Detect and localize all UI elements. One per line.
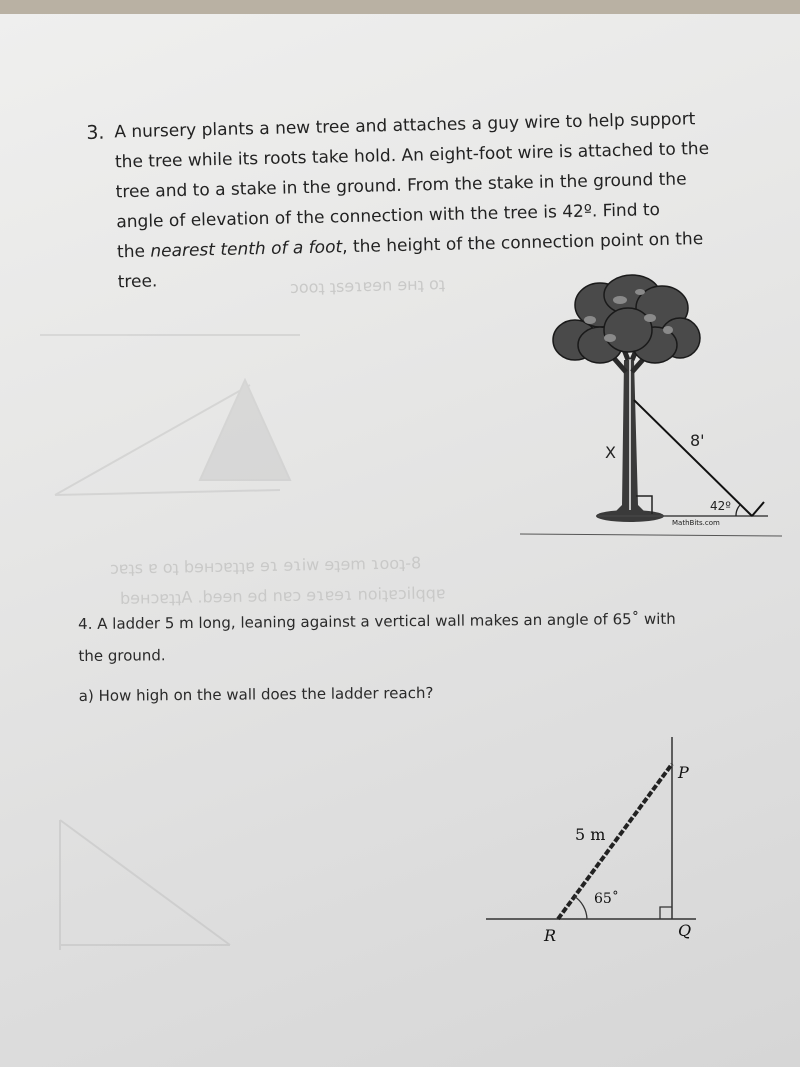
problem-3-line: A nursery plants a new tree and attaches a guy wire to help support — [114, 109, 696, 143]
problem-3-line: angle of elevation of the connection with the tree is 42º. Find to — [116, 200, 661, 233]
angle-arc-42 — [736, 505, 740, 516]
label-x: X — [605, 443, 616, 462]
problem-4-line: the ground. — [78, 646, 166, 665]
problem-4-part-a: a) How high on the wall does the ladder reach? — [78, 683, 434, 705]
bleed-through-text: ɔɐʇs ɐ oʇ bɘʜɔɐʇʇɐ ɘɿ ɘɿiw ɘʇɘm ɿooʇ-8 — [109, 553, 422, 578]
section-divider — [520, 534, 782, 536]
tree-diagram — [553, 275, 768, 527]
label-wire-length: 8' — [690, 431, 705, 450]
problem-3-line: tree and to a stake in the ground. From the stake in the ground the — [115, 169, 687, 203]
emphasized-text: nearest tenth of a foot — [150, 237, 343, 262]
problem-3 — [86, 103, 730, 297]
bleed-through-text: bɘʜɔɐʇʇA .bɘɘn ɘd nɐɔ ɘɿɐɘɿ noiʇɐɔilqqɐ — [119, 583, 446, 608]
text-fragment: , the height of the connection point on the — [341, 229, 704, 258]
stake — [752, 502, 764, 516]
label-ladder-length: 5 m — [575, 825, 606, 844]
label-angle-65: 65˚ — [594, 891, 619, 907]
vertex-r: R — [544, 926, 557, 945]
problem-4 — [78, 602, 779, 712]
problem-3-number: 3. — [86, 121, 105, 144]
label-angle-42: 42º — [710, 499, 731, 513]
label-watermark: MathBits.com — [672, 519, 720, 527]
problem-4-line: 4. A ladder 5 m long, leaning against a vertical wall makes an angle of 65˚ with — [78, 609, 676, 633]
text-fragment: the — [116, 241, 151, 263]
tree-canopy — [553, 275, 700, 363]
vertex-q: Q — [678, 921, 692, 940]
problem-3-line: tree. — [117, 271, 158, 293]
problem-3-line: the tree while its roots take hold. An eight-foot wire is attached to the — [114, 138, 710, 173]
vertex-p: P — [678, 763, 689, 782]
angle-arc-65 — [574, 896, 587, 919]
right-angle-mark — [660, 907, 672, 919]
bleed-through-text: ɔooʇ ʇsɘɿɐɘn ɘʜʇ oʇ — [289, 273, 446, 298]
ladder-diagram — [486, 737, 696, 945]
